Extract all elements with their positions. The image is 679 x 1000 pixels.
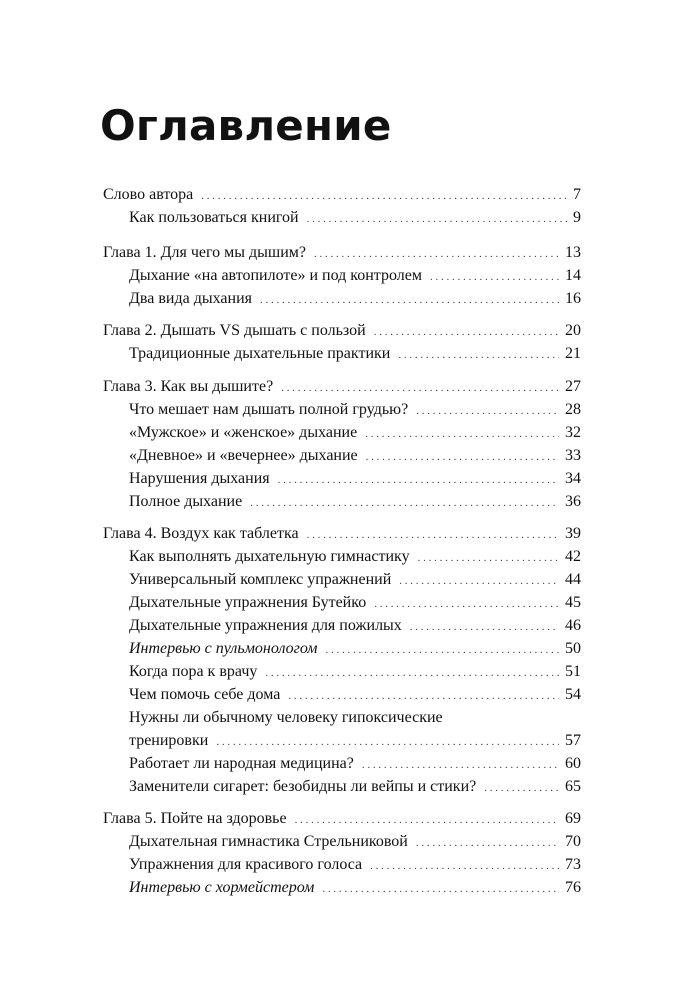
toc-page-number: 36 (565, 493, 581, 510)
toc-entry-title: Дыхательная гимнастика Стрельниковой (129, 833, 408, 850)
dot-leader (250, 492, 559, 515)
toc-section-entry[interactable] (129, 683, 581, 706)
toc-entry-title: Заменители сигарет: безобидны ли вейпы и стики? (129, 778, 477, 795)
dot-leader (314, 243, 559, 266)
toc-section-entry[interactable] (129, 876, 581, 899)
toc-page-number: 70 (565, 833, 581, 850)
toc-page-number: 50 (565, 640, 581, 657)
toc-entry-title: Традиционные дыхательные практики (129, 345, 391, 362)
toc-entry-title: Глава 5. Пойте на здоровье (103, 810, 287, 827)
toc-page-number: 28 (565, 401, 581, 418)
toc-entry-title: Глава 4. Воздух как таблетка (103, 525, 299, 542)
toc-section-entry[interactable] (129, 752, 581, 775)
toc-entry-title: Как выполнять дыхательную гимнастику (129, 548, 410, 565)
toc-page-number: 13 (565, 244, 581, 261)
dot-leader (484, 777, 559, 800)
toc-page-number: 73 (565, 856, 581, 873)
toc-page-number: 20 (565, 322, 581, 339)
dot-leader (288, 685, 559, 708)
toc-page-number: 57 (565, 732, 581, 749)
toc-section-entry[interactable] (129, 398, 581, 421)
toc-section-entry[interactable] (129, 264, 581, 287)
dot-leader (430, 266, 559, 289)
dot-leader (398, 344, 559, 367)
toc-chapter-entry[interactable] (103, 241, 581, 264)
toc-page-number: 9 (573, 209, 581, 226)
toc-entry-title: Дыхательные упражнения Бутейко (129, 594, 367, 611)
dot-leader (374, 593, 559, 616)
dot-leader (307, 208, 567, 231)
toc-chapter-entry[interactable] (103, 807, 581, 830)
toc-section-entry[interactable] (129, 853, 581, 876)
toc-page-number: 34 (565, 470, 581, 487)
toc-entry-title: Дыхательные упражнения для пожилых (129, 617, 402, 634)
toc-page-number: 14 (565, 267, 581, 284)
toc-page-number: 51 (565, 663, 581, 680)
toc-entry-title: Глава 2. Дышать VS дышать с пользой (103, 322, 366, 339)
toc-page-number: 69 (565, 810, 581, 827)
toc-section-entry[interactable] (129, 637, 581, 660)
toc-entry-title: Два вида дыхания (129, 290, 252, 307)
toc-section-entry[interactable] (129, 444, 581, 467)
dot-leader (281, 377, 559, 400)
toc-page-number: 7 (573, 186, 581, 203)
dot-leader (295, 809, 559, 832)
toc-entry-title: Что мешает нам дышать полной грудью? (129, 401, 409, 418)
toc-section-entry[interactable] (129, 467, 581, 490)
toc-section-entry[interactable] (129, 568, 581, 591)
toc-page-number: 21 (565, 345, 581, 362)
toc-section-entry[interactable] (129, 287, 581, 310)
dot-leader (399, 570, 559, 593)
dot-leader (325, 639, 559, 662)
toc-page-number: 46 (565, 617, 581, 634)
page-title: Оглавление (100, 101, 392, 150)
toc-chapter-entry[interactable] (103, 319, 581, 342)
dot-leader (307, 524, 559, 547)
dot-leader (201, 185, 567, 208)
toc-entry-title-line: Нужны ли обычному человеку гипоксические (129, 709, 443, 726)
toc-entry-title: Когда пора к врачу (129, 663, 258, 680)
toc-section-entry[interactable] (129, 421, 581, 444)
dot-leader (216, 731, 559, 754)
toc-entry-title: Полное дыхание (129, 493, 243, 510)
dot-leader (410, 616, 559, 639)
toc-page-number: 65 (565, 778, 581, 795)
toc-section-entry[interactable] (129, 614, 581, 637)
dot-leader (370, 855, 559, 878)
toc-page-number: 39 (565, 525, 581, 542)
toc-section-entry[interactable] (129, 490, 581, 513)
dot-leader (416, 400, 559, 423)
toc-page-number: 44 (565, 571, 581, 588)
toc-entry-title: Чем помочь себе дома (129, 686, 281, 703)
toc-entry-title: Интервью с пульмонологом (129, 640, 318, 657)
dot-leader (374, 321, 559, 344)
dot-leader (418, 547, 559, 570)
toc-entry-title: «Мужское» и «женское» дыхание (129, 424, 358, 441)
toc-entry-title: Дыхание «на автопилоте» и под контролем (129, 267, 422, 284)
toc-entry-title: Универсальный комплекс упражнений (129, 571, 392, 588)
table-of-contents (103, 0, 581, 1000)
toc-chapter-entry[interactable] (103, 522, 581, 545)
dot-leader (322, 878, 559, 901)
toc-section-entry[interactable] (129, 729, 581, 752)
toc-page-number: 60 (565, 755, 581, 772)
toc-entry-title: Интервью с хормейстером (129, 879, 315, 896)
toc-page-number: 42 (565, 548, 581, 565)
toc-entry-title: «Дневное» и «вечернее» дыхание (129, 447, 358, 464)
toc-entry-title: Работает ли народная медицина? (129, 755, 354, 772)
toc-chapter-entry[interactable] (103, 375, 581, 398)
toc-entry-title: Нарушения дыхания (129, 470, 270, 487)
dot-leader (260, 289, 559, 312)
toc-entry-title: Глава 1. Для чего мы дышим? (103, 244, 307, 261)
toc-entry-title: Глава 3. Как вы дышите? (103, 378, 274, 395)
toc-section-entry[interactable] (129, 206, 581, 229)
toc-page-number: 45 (565, 594, 581, 611)
toc-section-entry[interactable] (129, 342, 581, 365)
toc-page-number: 76 (565, 879, 581, 896)
dot-leader (362, 754, 559, 777)
toc-entry-title: Слово автора (103, 186, 194, 203)
toc-section-entry[interactable] (129, 830, 581, 853)
toc-entry-title: тренировки (129, 732, 209, 749)
toc-section-entry[interactable] (129, 660, 581, 683)
toc-page-number: 27 (565, 378, 581, 395)
toc-entry-title: Как пользоваться книгой (129, 209, 299, 226)
toc-section-entry[interactable] (129, 545, 581, 568)
toc-page-number: 32 (565, 424, 581, 441)
dot-leader (366, 446, 559, 469)
toc-page-number: 16 (565, 290, 581, 307)
toc-entry-title: Упражнения для красивого голоса (129, 856, 363, 873)
dot-leader (365, 423, 559, 446)
dot-leader (278, 469, 559, 492)
dot-leader (265, 662, 559, 685)
toc-page-number: 54 (565, 686, 581, 703)
toc-page-number: 33 (565, 447, 581, 464)
toc-section-entry[interactable] (129, 591, 581, 614)
toc-chapter-entry[interactable] (103, 183, 581, 206)
dot-leader (416, 832, 559, 855)
toc-section-entry[interactable] (129, 775, 581, 798)
